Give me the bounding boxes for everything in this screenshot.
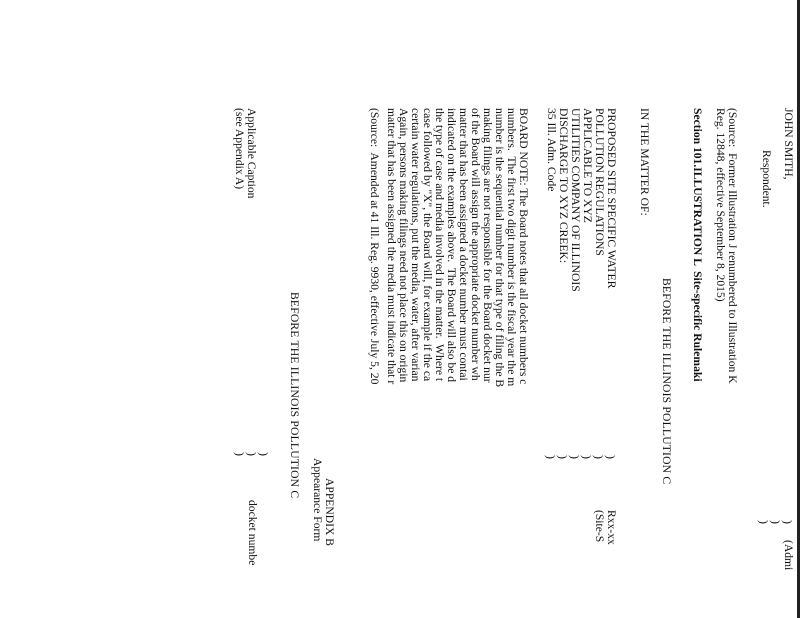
board-note-line: indicated on the examples above. The Board will also be d — [445, 108, 458, 383]
respondent-name: JOHN SMITH, — [782, 108, 795, 180]
brace: ) — [592, 455, 606, 459]
brace: ) — [568, 455, 582, 459]
brace: ) — [580, 455, 594, 459]
appendix-subtitle: Appearance Form — [311, 458, 324, 542]
board-note-line: the type of case and media involved in the matter. Where t — [433, 108, 446, 382]
docket-placeholder: Rxx-xx — [605, 510, 618, 545]
board-heading-2: BEFORE THE ILLINOIS POLLUTION C — [288, 292, 301, 499]
matter-line: DISCHARGE TO XYZ CREEK: — [557, 108, 570, 264]
caption-right-top: (Admi — [782, 540, 795, 571]
matter-line: POLLUTION REGULATIONS — [593, 108, 606, 256]
docket-number-label: docket numbe — [246, 500, 259, 566]
board-note-line: matter that has been assigned the media must indicate that r — [385, 108, 398, 385]
source-note-line-2: Reg. 12848, effective September 8, 2015) — [714, 108, 727, 302]
brace: ) — [233, 452, 247, 456]
in-the-matter-of: IN THE MATTER OF: — [638, 108, 651, 216]
brace: ) — [556, 455, 570, 459]
source-note-2: (Source: Amended at 41 Ill. Reg. 9930, effective July 5, 20 — [368, 108, 381, 385]
matter-line: 35 Ill. Adm. Code — [545, 108, 558, 192]
respondent-label: Respondent. — [760, 150, 773, 208]
board-note-line: numbers. The first two digit number is the fiscal year the m — [505, 108, 518, 387]
board-note-line: matter that has been assigned a docket number must contai — [457, 108, 470, 381]
board-note-line: certain water regulations, put the media, water, after varian — [409, 108, 422, 382]
board-note-line: Again, persons making filings need not place this on origin — [397, 108, 410, 383]
brace: ) — [257, 452, 271, 456]
board-note-line: of the Board will assign the appropriate docket number wh — [469, 108, 482, 381]
brace: ) — [245, 452, 259, 456]
board-note-line: case followed by "X", the Board will, for example if the ca — [421, 108, 434, 382]
source-note-line-1: (Source: Former Illustration J renumbered to Illustration K — [726, 108, 739, 384]
matter-line: APPLICABLE TO XYZ — [581, 108, 594, 223]
applicable-caption: Applicable Caption — [245, 108, 258, 199]
board-note-line: BOARD NOTE: The Board notes that all docket numbers c — [517, 108, 530, 385]
brace: ) — [604, 455, 618, 459]
brace: ) — [544, 455, 558, 459]
appendix-heading: APPENDIX B — [323, 478, 336, 546]
brace: ) — [757, 520, 771, 524]
matter-line: UTILITIES COMPANY OF ILLINOIS — [569, 108, 582, 292]
section-heading: Section 101.ILLUSTRATION L Site-specific Rulemaki — [691, 108, 704, 382]
board-heading: BEFORE THE ILLINOIS POLLUTION C — [660, 278, 673, 485]
brace: ) — [781, 520, 795, 524]
brace: ) — [769, 520, 783, 524]
site-specific-label: (Site-S — [593, 510, 606, 543]
matter-line: PROPOSED SITE SPECIFIC WATER — [605, 108, 618, 289]
see-appendix: (see Appendix A) — [233, 108, 246, 190]
board-note-line: number is the sequential number for that type of filing the B — [493, 108, 506, 388]
board-note-line: making filings are not responsible for the Board docket nur — [481, 108, 494, 383]
